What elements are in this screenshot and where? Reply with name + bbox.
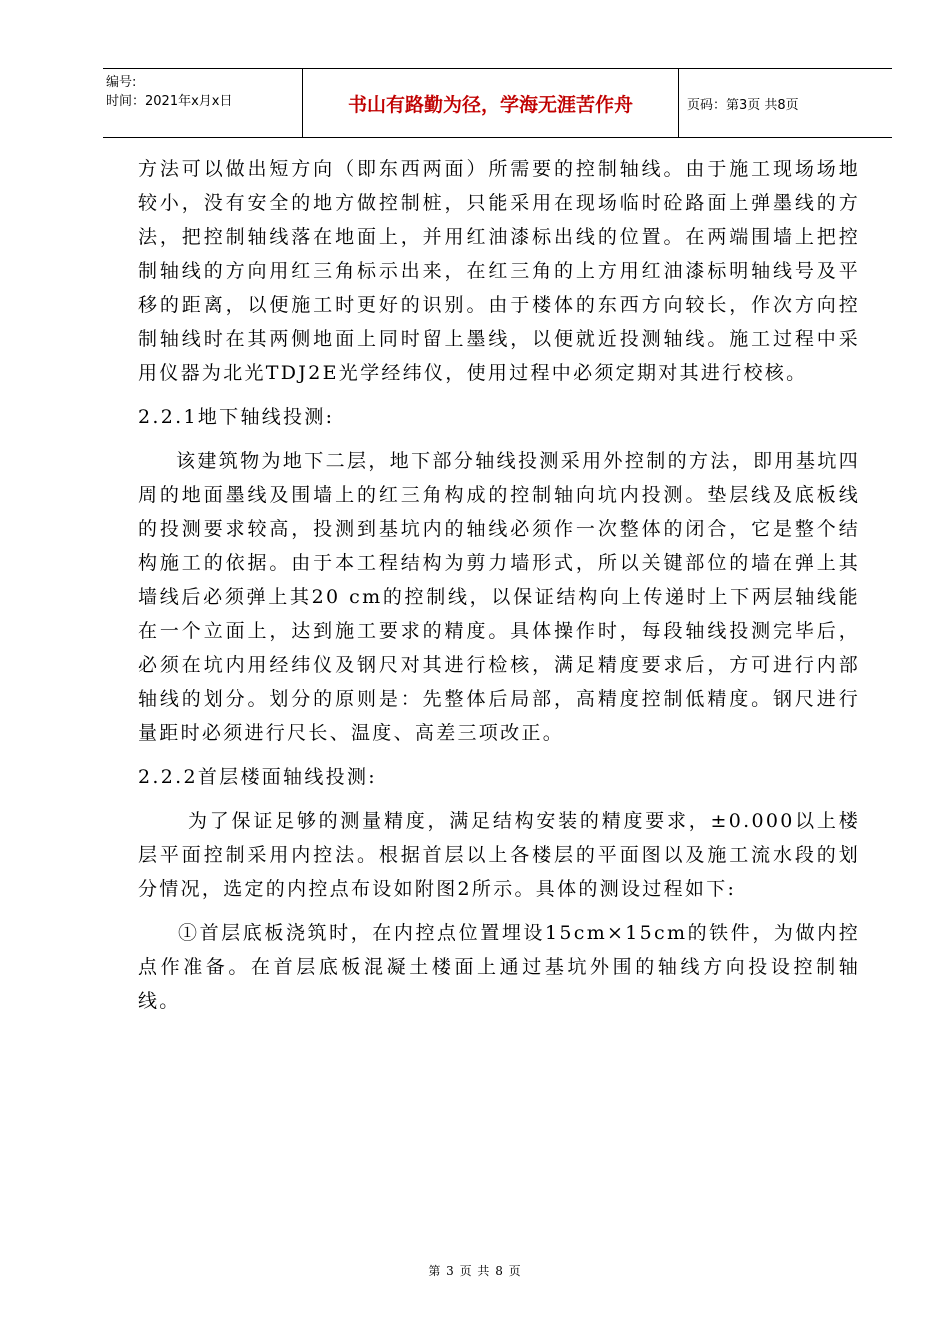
number-label: 编号: <box>106 75 137 90</box>
header-page-info: 页码：第3页 共8页 <box>687 97 799 113</box>
section-heading-2-2-1: 2.2.1地下轴线投测: <box>138 406 335 428</box>
document-body <box>138 152 860 1018</box>
page-header <box>103 68 892 138</box>
paragraph-3: 为了保证足够的测量精度，满足结构安装的精度要求，±0.000以上楼层平面控制采用内控法。根据首层以上各楼层的平面图以及施工流水段的划分情况，选定的内控点布设如附图2所示。具体的测设过程如下: <box>138 810 860 900</box>
paragraph-2: 该建筑物为地下二层，地下部分轴线投测采用外控制的方法，即用基坑四周的地面墨线及围墙上的红三角构成的控制轴向坑内投测。垫层线及底板线的投测要求较高，投测到基坑内的轴线必须作一次整体的闭合，它是整个结构施工的依据。由于本工程结构为剪力墙形式，所以关键部位的墙在弹上其墙线后必须弹上其20 cm的控制线，以保证结构向上传递时上下两层轴线能在一个立面上，达到施工要求的精度。具体操作时，每段轴线投测完毕后，必须在坑内用经纬仪及钢尺对其进行检核，满足精度要求后，方可进行内部轴线的划分。划分的原则是：先整体后局部，高精度控制低精度。钢尺进行量距时必须进行尺长、温度、高差三项改正。 <box>138 450 860 744</box>
header-motto: 书山有路勤为径，学海无涯苦作舟 <box>303 69 679 137</box>
time-label: 时间：2021年x月x日 <box>106 94 233 109</box>
paragraph-1: 方法可以做出短方向（即东西两面）所需要的控制轴线。由于施工现场场地较小，没有安全的地方做控制桩，只能采用在现场临时砼路面上弹墨线的方法，把控制轴线落在地面上，并用红油漆标出线的位置。在两端围墙上把控制轴线的方向用红三角标示出来，在红三角的上方用红油漆标明轴线号及平移的距离，以便施工时更好的识别。由于楼体的东西方向较长，作次方向控制轴线时在其两侧地面上同时留上墨线，以便就近投测轴线。施工过程中采用仪器为北光TDJ2E光学经纬仪，使用过程中必须定期对其进行校核。 <box>138 158 860 384</box>
page-footer: 第 3 页 共 8 页 <box>428 1264 522 1278</box>
header-meta <box>103 69 303 137</box>
paragraph-4: ①首层底板浇筑时，在内控点位置埋设15cm×15cm的铁件，为做内控点作准备。在首层底板混凝土楼面上通过基坑外围的轴线方向投设控制轴线。 <box>138 922 860 1012</box>
section-heading-2-2-2: 2.2.2首层楼面轴线投测: <box>138 766 377 788</box>
